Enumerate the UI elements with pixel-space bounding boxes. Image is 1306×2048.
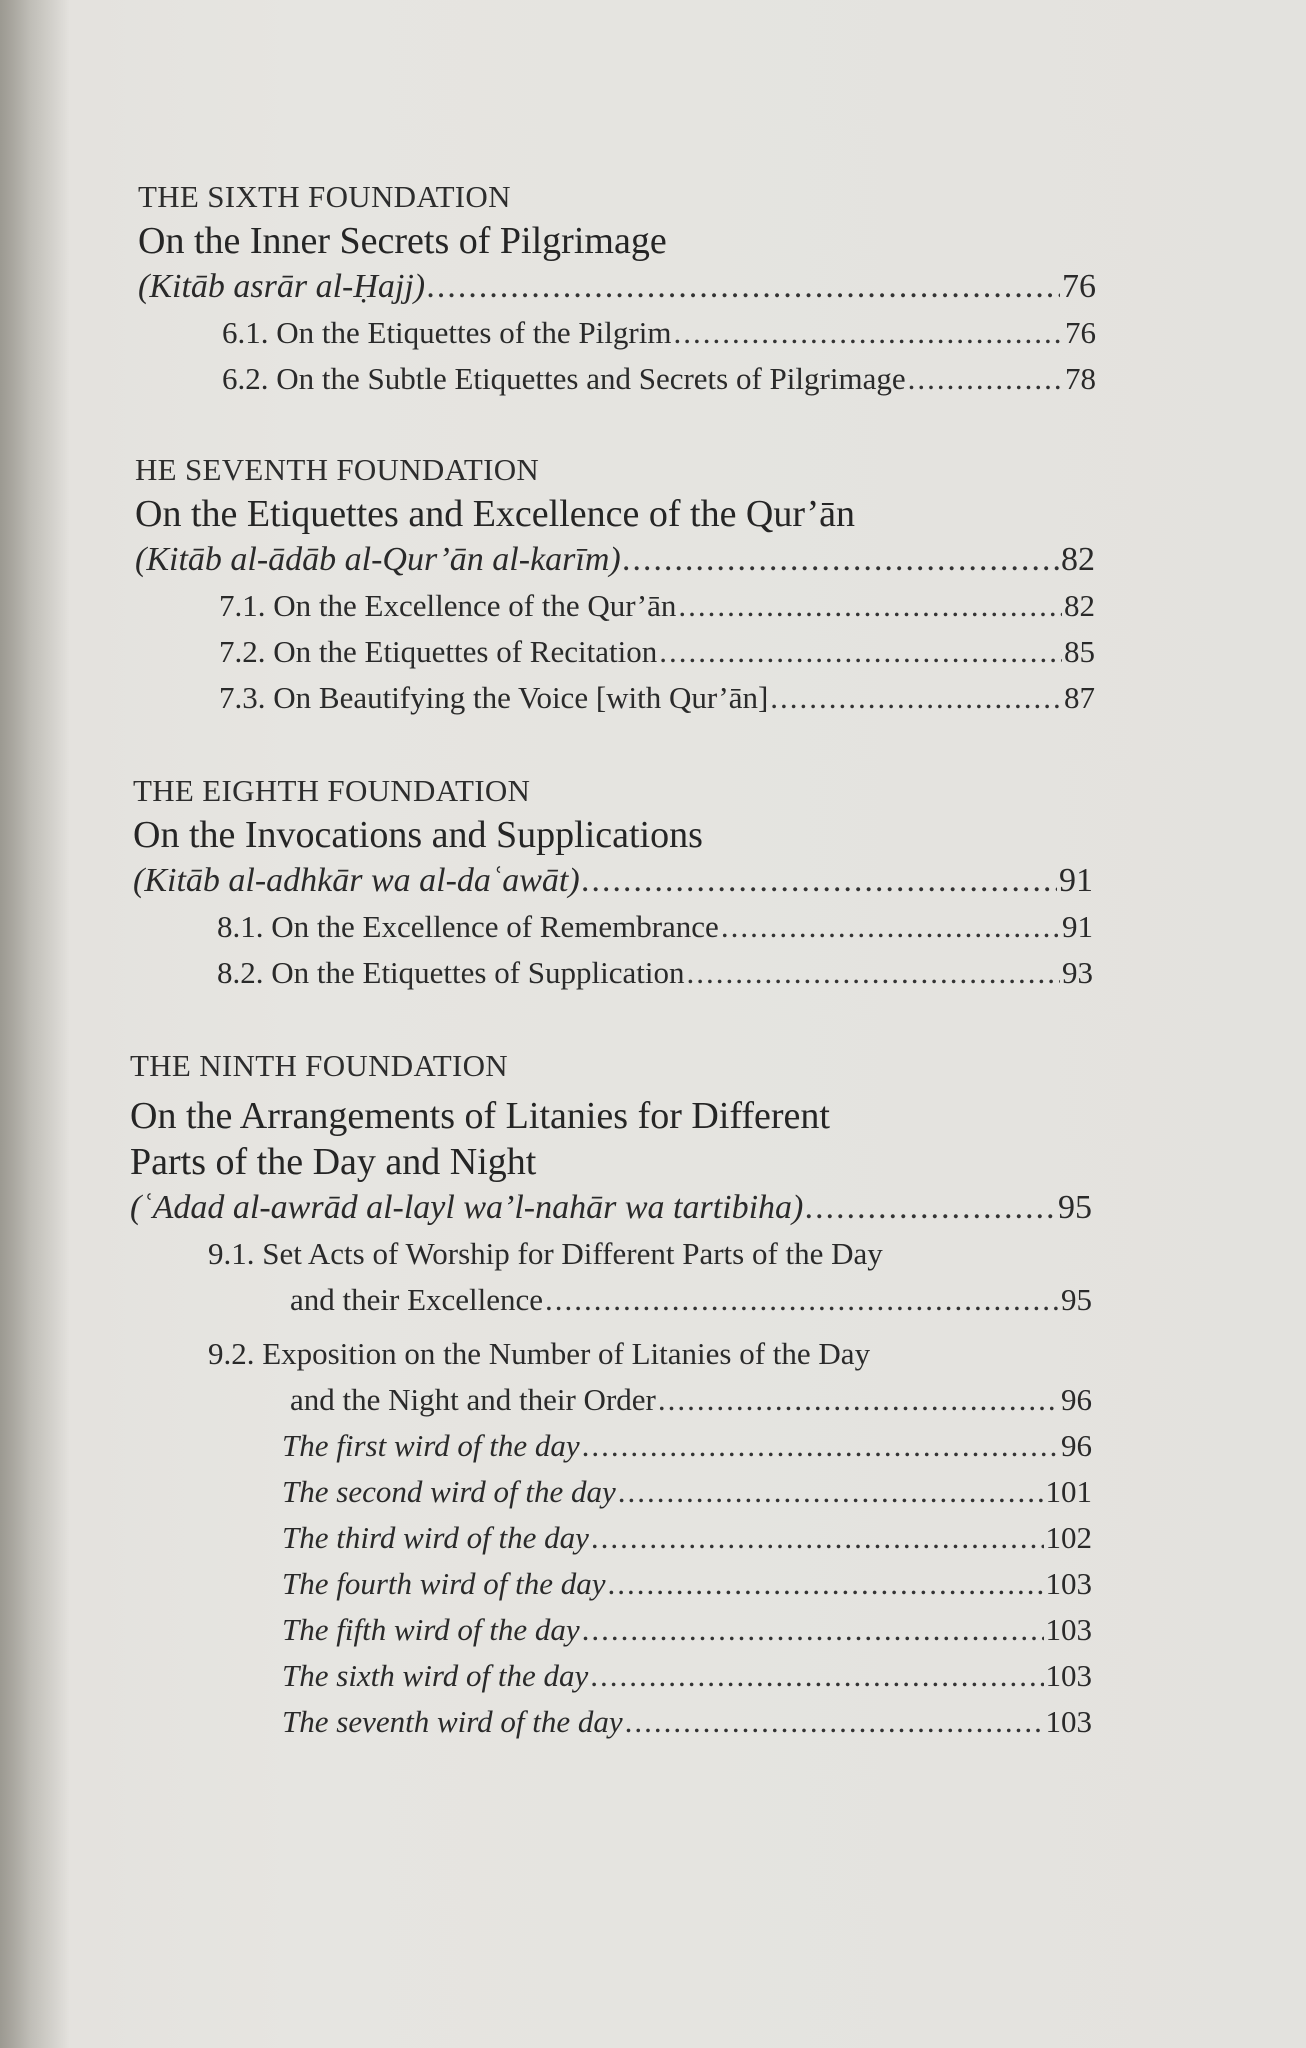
kitab-title: (Kitāb al-ādāb al-Qur’ān al-karīm) [135, 541, 621, 578]
page-number: 95 [1058, 1189, 1092, 1226]
entry-label: 7.1. On the Excellence of the Qur’ān [219, 588, 677, 623]
section-heading: THE EIGHTH FOUNDATION [133, 773, 531, 808]
spine-shadow [0, 0, 70, 2048]
kitab-line[interactable] [138, 264, 1096, 310]
kitab-line[interactable] [130, 1185, 1092, 1231]
page-number: 102 [1045, 1520, 1092, 1555]
page-number: 78 [1065, 361, 1096, 396]
wird-entry[interactable] [130, 1423, 1092, 1469]
toc-entry-continuation[interactable] [130, 1277, 1092, 1323]
entry-label: and their Excellence [290, 1282, 544, 1317]
page-number: 103 [1045, 1566, 1092, 1601]
leader-dots [591, 1515, 1044, 1561]
entry-label: 7.2. On the Etiquettes of Recitation [219, 634, 658, 669]
section-title-line-2: Parts of the Day and Night [130, 1141, 537, 1183]
page-number: 87 [1064, 680, 1095, 715]
wird-entry[interactable] [130, 1561, 1092, 1607]
kitab-title: (Kitāb al-adhkār wa al-daʿawāt) [133, 862, 580, 899]
section-title: On the Invocations and Supplications [133, 814, 703, 856]
wird-label: The fourth wird of the day [282, 1566, 606, 1601]
page-number: 76 [1062, 268, 1096, 305]
leader-dots [805, 1185, 1056, 1231]
leader-dots [658, 1377, 1059, 1423]
wird-label: The first wird of the day [282, 1428, 580, 1463]
entry-label: 8.2. On the Etiquettes of Supplication [217, 955, 685, 990]
wird-entry[interactable] [130, 1653, 1092, 1699]
section-title: On the Etiquettes and Excellence of the Qur’ān [135, 493, 855, 535]
wird-label: The sixth wird of the day [282, 1658, 589, 1693]
kitab-title: (ʿAdad al-awrād al-layl wa’l-nahār wa tartibiha) [130, 1189, 804, 1226]
page-number: 91 [1059, 862, 1093, 899]
page-number: 96 [1061, 1428, 1092, 1463]
wird-label: The seventh wird of the day [282, 1704, 623, 1739]
leader-dots [582, 1607, 1044, 1653]
page-number: 103 [1045, 1658, 1092, 1693]
entry-label: and the Night and their Order [290, 1382, 656, 1417]
section-ninth-foundation [130, 1045, 1092, 1745]
leader-dots [427, 264, 1060, 310]
leader-dots [582, 1423, 1059, 1469]
entry-label: 8.1. On the Excellence of Remembrance [217, 909, 719, 944]
section-eighth-foundation [133, 770, 1093, 996]
toc-entry[interactable] [135, 583, 1095, 629]
page-number: 103 [1045, 1704, 1092, 1739]
leader-dots [770, 675, 1062, 721]
leader-dots [623, 537, 1059, 583]
entry-label: 6.2. On the Subtle Etiquettes and Secrets of Pilgrimage [222, 361, 906, 396]
leader-dots [721, 904, 1060, 950]
page-number: 76 [1065, 315, 1096, 350]
leader-dots [673, 310, 1063, 356]
section-heading: THE NINTH FOUNDATION [130, 1048, 508, 1083]
page-number: 91 [1062, 909, 1093, 944]
toc-entry[interactable] [135, 629, 1095, 675]
wird-label: The second wird of the day [282, 1474, 616, 1509]
leader-dots [908, 356, 1063, 402]
section-heading: HE SEVENTH FOUNDATION [135, 452, 540, 487]
wird-label: The fifth wird of the day [282, 1612, 580, 1647]
section-title: On the Inner Secrets of Pilgrimage [138, 220, 667, 262]
page-number: 95 [1061, 1282, 1092, 1317]
leader-dots [659, 629, 1062, 675]
wird-entry[interactable] [130, 1469, 1092, 1515]
leader-dots [625, 1699, 1044, 1745]
leader-dots [590, 1653, 1043, 1699]
page-number: 103 [1045, 1612, 1092, 1647]
wird-entry[interactable] [130, 1607, 1092, 1653]
section-seventh-foundation [135, 449, 1095, 721]
wird-label: The third wird of the day [282, 1520, 589, 1555]
leader-dots [582, 858, 1057, 904]
wird-entry[interactable] [130, 1515, 1092, 1561]
toc-entry-first-line[interactable]: 9.2. Exposition on the Number of Litanies of the Day [208, 1336, 871, 1371]
section-heading: THE SIXTH FOUNDATION [138, 179, 511, 214]
toc-entry[interactable] [133, 904, 1093, 950]
page-number: 101 [1045, 1474, 1092, 1509]
leader-dots [545, 1277, 1059, 1323]
toc-entry-first-line[interactable]: 9.1. Set Acts of Worship for Different Parts of the Day [208, 1236, 883, 1271]
kitab-line[interactable] [135, 537, 1095, 583]
leader-dots [678, 583, 1062, 629]
section-sixth-foundation [138, 176, 1096, 402]
leader-dots [618, 1469, 1044, 1515]
page-number: 93 [1062, 955, 1093, 990]
toc-entry-continuation[interactable] [130, 1377, 1092, 1423]
kitab-line[interactable] [133, 858, 1093, 904]
page-number: 82 [1061, 541, 1095, 578]
toc-entry[interactable] [138, 310, 1096, 356]
toc-entry[interactable] [138, 356, 1096, 402]
page-number: 82 [1064, 588, 1095, 623]
toc-entry[interactable] [133, 950, 1093, 996]
entry-label: 6.1. On the Etiquettes of the Pilgrim [222, 315, 672, 350]
kitab-title: (Kitāb asrār al-Ḥajj) [138, 268, 426, 305]
entry-label: 7.3. On Beautifying the Voice [with Qur’ān] [219, 680, 769, 715]
toc-entry[interactable] [135, 675, 1095, 721]
section-title-line-1: On the Arrangements of Litanies for Different [130, 1095, 830, 1137]
leader-dots [687, 950, 1060, 996]
page-number: 96 [1061, 1382, 1092, 1417]
page-number: 85 [1064, 634, 1095, 669]
leader-dots [608, 1561, 1044, 1607]
wird-entry[interactable] [130, 1699, 1092, 1745]
